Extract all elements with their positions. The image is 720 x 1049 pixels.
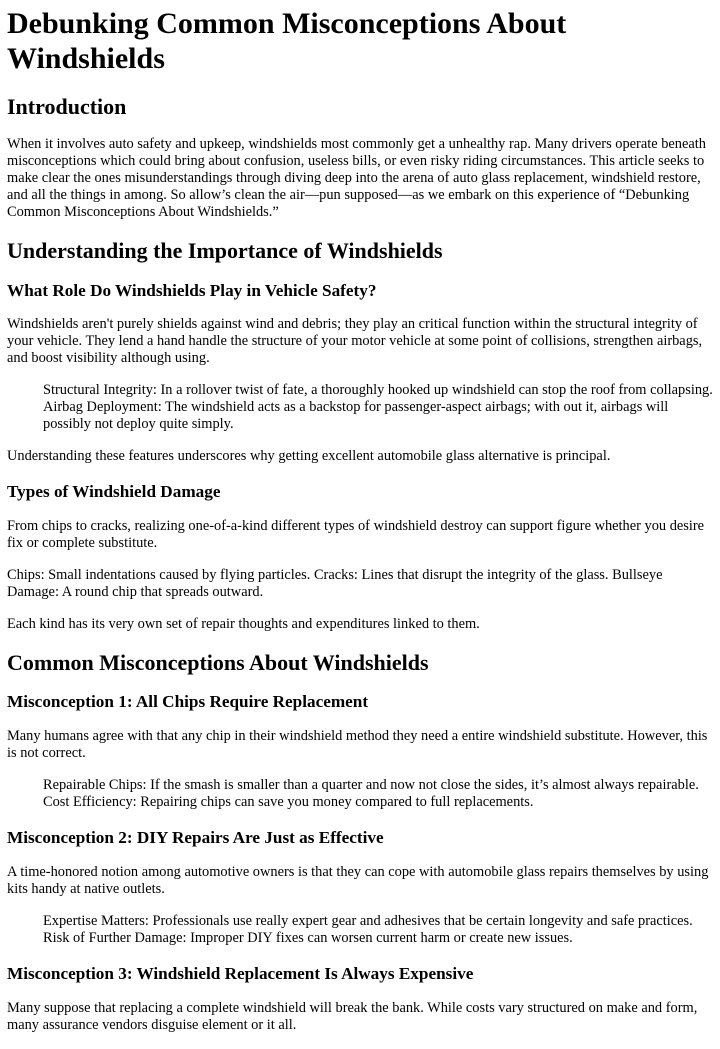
paragraph-repair-thoughts: Each kind has its very own set of repair thoughts and expenditures linked to them. xyxy=(7,616,480,633)
paragraph-misconception-2: A time-honored notion among automotive owners is that they can cope with automobile glass repairs themselves by using kits handy at native outlets. xyxy=(7,864,709,898)
paragraph-chips-to-cracks: From chips to cracks, realizing one-of-a-kind different types of windshield destroy can support figure whether you desire fix or complete substitute. xyxy=(7,518,705,552)
quote-structural-integrity: Structural Integrity: In a rollover twist of fate, a thoroughly hooked up windshield can stop the roof from collapsing. Airbag Deployment: The windshield acts as a backstop for passenger-aspect airbags; with out it, airbags will possibly not deploy quite simply. xyxy=(43,382,713,433)
paragraph-misconception-1: Many humans agree with that any chip in their windshield method they need a entire windshield substitute. However, this is not correct. xyxy=(7,728,708,762)
paragraph-role-vehicle-safety: Windshields aren't purely shields against wind and debris; they play an critical function within the structural integrity of your vehicle. They lend a hand handle the structure of your motor vehicle at some point of collisions, strengthen airbags, and boost visibility although using. xyxy=(7,316,703,367)
heading-common-misconceptions: Common Misconceptions About Windshields xyxy=(7,650,429,676)
subheading-types-of-damage: Types of Windshield Damage xyxy=(7,482,221,502)
subheading-misconception-2: Misconception 2: DIY Repairs Are Just as Effective xyxy=(7,828,384,848)
paragraph-features-underscore: Understanding these features underscores why getting excellent automobile glass alternative is principal. xyxy=(7,448,611,465)
document-page xyxy=(7,7,714,1034)
heading-understanding-importance: Understanding the Importance of Windshields xyxy=(7,238,443,264)
paragraph-introduction: When it involves auto safety and upkeep, windshields most commonly get a unhealthy rap. Many drivers operate beneath misconceptions which could bring about confusion, useless bills, or even risky riding circumstances. This article seeks to make clear the ones misunderstandings through diving deep into the arena of auto glass replacement, windshield restore, and all the things in among. So allow’s clean the air—pun supposed—as we embark on this experience of “Debunking Common Misconceptions About Windshields.” xyxy=(7,136,706,221)
quote-expertise-matters: Expertise Matters: Professionals use really expert gear and adhesives that be certain longevity and safe practices. Risk of Further Damage: Improper DIY fixes can worsen current harm or create new issues. xyxy=(43,913,693,947)
heading-introduction: Introduction xyxy=(7,94,127,119)
quote-repairable-chips: Repairable Chips: If the smash is smaller than a quarter and now not close the sides, it’s almost always repairable. Cost Efficiency: Repairing chips can save you money compared to full replacements. xyxy=(43,777,699,811)
paragraph-damage-types-list: Chips: Small indentations caused by flying particles. Cracks: Lines that disrupt the integrity of the glass. Bullseye Damage: A round chip that spreads outward. xyxy=(7,567,663,601)
article-title: Debunking Common Misconceptions About Windshields xyxy=(7,7,567,75)
paragraph-misconception-3: Many suppose that replacing a complete windshield will break the bank. While costs vary structured on make and form, many assurance vendors disguise element or it all. xyxy=(7,999,698,1033)
subheading-misconception-3: Misconception 3: Windshield Replacement Is Always Expensive xyxy=(7,964,474,984)
subheading-role-vehicle-safety: What Role Do Windshields Play in Vehicle Safety? xyxy=(7,280,377,300)
subheading-misconception-1: Misconception 1: All Chips Require Replacement xyxy=(7,692,369,712)
